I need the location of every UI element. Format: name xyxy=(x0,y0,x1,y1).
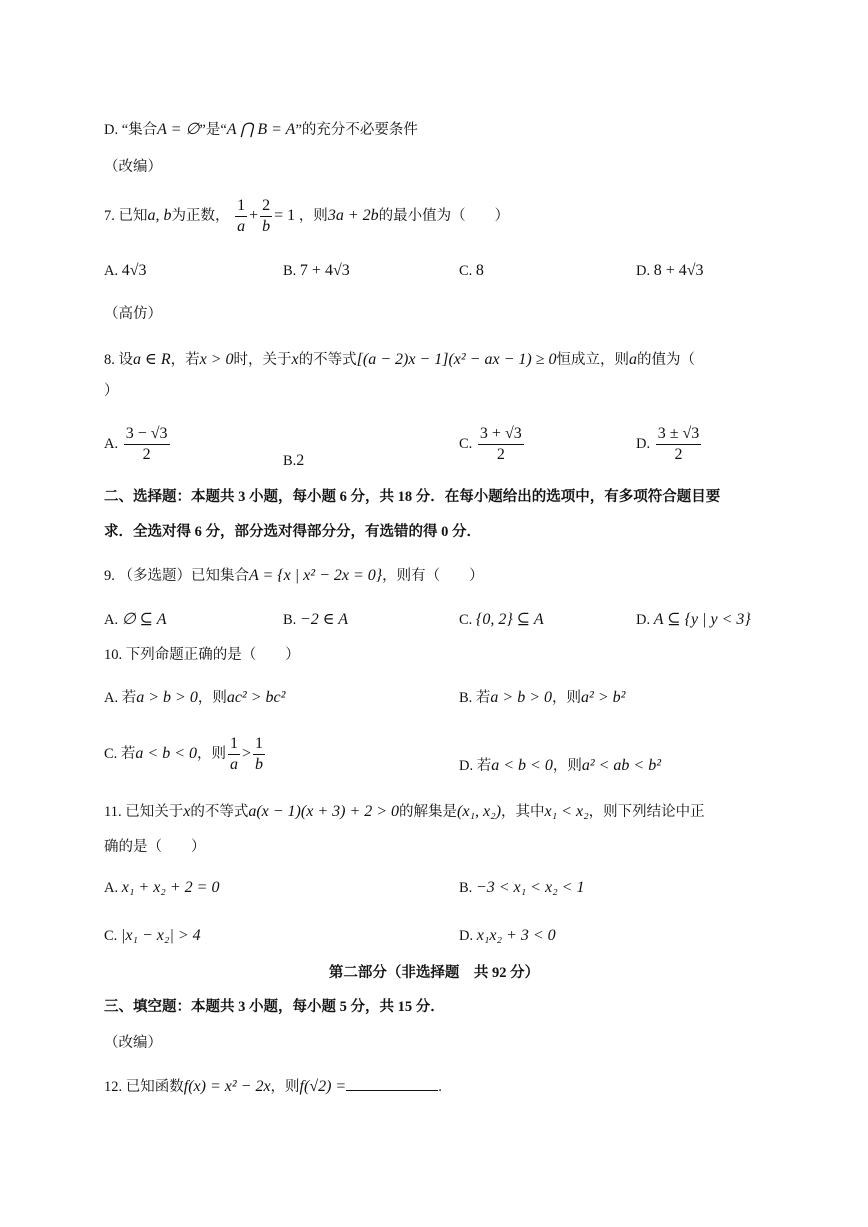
text: . xyxy=(438,1079,442,1095)
text: ，则 xyxy=(270,1079,300,1095)
question-number: 7. xyxy=(104,207,115,224)
q10-option-c: C. 若a < b < 0，则 $\frac{1}{a}$ > $\frac{1}{b}$ xyxy=(104,735,264,773)
text: 的不等式 xyxy=(190,804,249,820)
q9-option-b: B. −2 ∈ A xyxy=(283,611,349,628)
q9-option-c: C. {0, 2} ⊆ A xyxy=(459,611,544,628)
q10-option-b: B. 若a > b > 0，则a² > b² xyxy=(459,689,626,706)
q9-option-a: A. ∅ ⊆ A xyxy=(104,611,167,628)
math-expr: x₁ < x₂ xyxy=(544,803,589,820)
math-expr: a xyxy=(628,351,637,368)
text: 已知关于 xyxy=(125,804,184,820)
q11-option-c: C. |x₁ − x₂| > 4 xyxy=(104,927,201,944)
math-expr: f(x) = x² − 2x xyxy=(183,1078,271,1095)
q9-option-d: D. A ⊆ {y | y < 3} xyxy=(636,611,751,628)
question-9 xyxy=(104,568,484,584)
math-expr: A ⋂ B = A xyxy=(226,121,296,138)
question-number: 8. xyxy=(104,352,115,368)
q10-option-a: A. 若a > b > 0，则ac² > bc² xyxy=(104,689,286,706)
q7-option-a: A. 4√3 xyxy=(104,262,147,279)
question-number: 12. xyxy=(104,1079,123,1095)
math-expr: = 1 xyxy=(274,206,296,224)
question-7 xyxy=(104,198,509,235)
text: ，若 xyxy=(170,352,200,368)
question-number: 11. xyxy=(104,804,122,820)
math-expr: a ∈ R xyxy=(133,351,171,368)
q11-option-d: D. x₁x₂ + 3 < 0 xyxy=(459,927,556,944)
math-expr: x > 0 xyxy=(199,351,234,368)
math-expr: f(√2) = xyxy=(299,1078,347,1095)
fraction: $\frac{2}{b}$ xyxy=(262,197,271,235)
q11-option-a: A. x₁ + x₂ + 2 = 0 xyxy=(104,879,220,896)
section-3-heading: 三、填空题：本题共 3 小题，每小题 5 分，共 15 分． xyxy=(104,999,445,1015)
text: （多选题）已知集合 xyxy=(118,568,249,584)
note-gaofang: （高仿） xyxy=(104,306,162,322)
fraction: $\frac{1}{a}$ xyxy=(237,197,246,235)
part-2-title: 第二部分（非选择题 共 92 分） xyxy=(328,965,540,981)
question-12 xyxy=(104,1076,442,1095)
text: ”是“ xyxy=(199,122,227,138)
math-expr: x xyxy=(291,351,299,368)
math-op: + xyxy=(249,206,259,224)
text: ，则 xyxy=(298,207,328,224)
q8-option-c: C. $\frac{3 + √3}{2}$ xyxy=(459,425,522,463)
text: 设 xyxy=(118,352,133,368)
math-expr: A = {x | x² − 2x = 0} xyxy=(249,567,383,584)
section-2-heading-cont: 求．全选对得 6 分，部分选对得部分分，有选错的得 0 分． xyxy=(104,524,481,540)
q6-option-d xyxy=(104,122,418,138)
question-number: 9. xyxy=(104,568,115,584)
answer-blank[interactable] xyxy=(346,1076,438,1091)
text: 的不等式 xyxy=(298,352,357,368)
q7-option-c: C. 8 xyxy=(459,262,484,279)
q8-option-a: A. $\frac{3 - √3}{2}$ xyxy=(104,425,168,463)
text: 已知 xyxy=(118,207,148,224)
note-gaibian: （改编） xyxy=(104,1035,162,1051)
q7-option-b: B. 7 + 4√3 xyxy=(283,262,350,279)
section-2-heading: 二、选择题：本题共 3 小题，每小题 6 分，共 18 分．在每小题给出的选项中，有多项符合题目要 xyxy=(104,489,721,505)
option-label: D. xyxy=(104,122,119,138)
text: ”的充分不必要条件 xyxy=(295,122,418,138)
q7-option-d: D. 8 + 4√3 xyxy=(636,262,704,279)
math-expr: A = ∅ xyxy=(157,121,200,138)
question-8-close: ） xyxy=(104,383,119,399)
text: ，其中 xyxy=(501,804,545,820)
note-gaibian: （改编） xyxy=(104,159,162,175)
math-expr: x xyxy=(183,803,191,820)
math-expr: a, b xyxy=(147,206,172,224)
text: 下列命题正确的是（ ） xyxy=(125,647,300,663)
question-number: 10. xyxy=(104,647,123,663)
text: ，则下列结论中正 xyxy=(588,804,705,820)
text: 已知函数 xyxy=(125,1079,184,1095)
text: 为正数， xyxy=(171,207,230,224)
math-expr: a(x − 1)(x + 3) + 2 > 0 xyxy=(248,803,400,820)
text: “集合 xyxy=(121,122,158,138)
math-expr: (x₁, x₂) xyxy=(457,803,502,820)
q8-option-d: D. $\frac{3 \pm √3}{2}$ xyxy=(636,425,700,463)
math-expr: [(a − 2)x − 1](x² − ax − 1) ≥ 0 xyxy=(356,351,557,368)
text: 的最小值为（ ） xyxy=(378,207,510,224)
q11-option-b: B. −3 < x₁ < x₂ < 1 xyxy=(459,879,585,896)
q8-option-b: B.2 xyxy=(283,452,305,469)
math-expr: 3a + 2b xyxy=(327,206,379,224)
question-8 xyxy=(104,352,695,368)
text: 恒成立，则 xyxy=(556,352,629,368)
question-11-cont: 确的是（ ） xyxy=(104,839,206,855)
q10-option-d: D. 若a < b < 0，则a² < ab < b² xyxy=(459,757,662,774)
text: ，则有（ ） xyxy=(382,568,484,584)
question-11 xyxy=(104,804,705,820)
text: 的解集是 xyxy=(399,804,458,820)
text: 的值为（ xyxy=(636,352,695,368)
question-10 xyxy=(104,648,300,663)
text: 时，关于 xyxy=(233,352,292,368)
